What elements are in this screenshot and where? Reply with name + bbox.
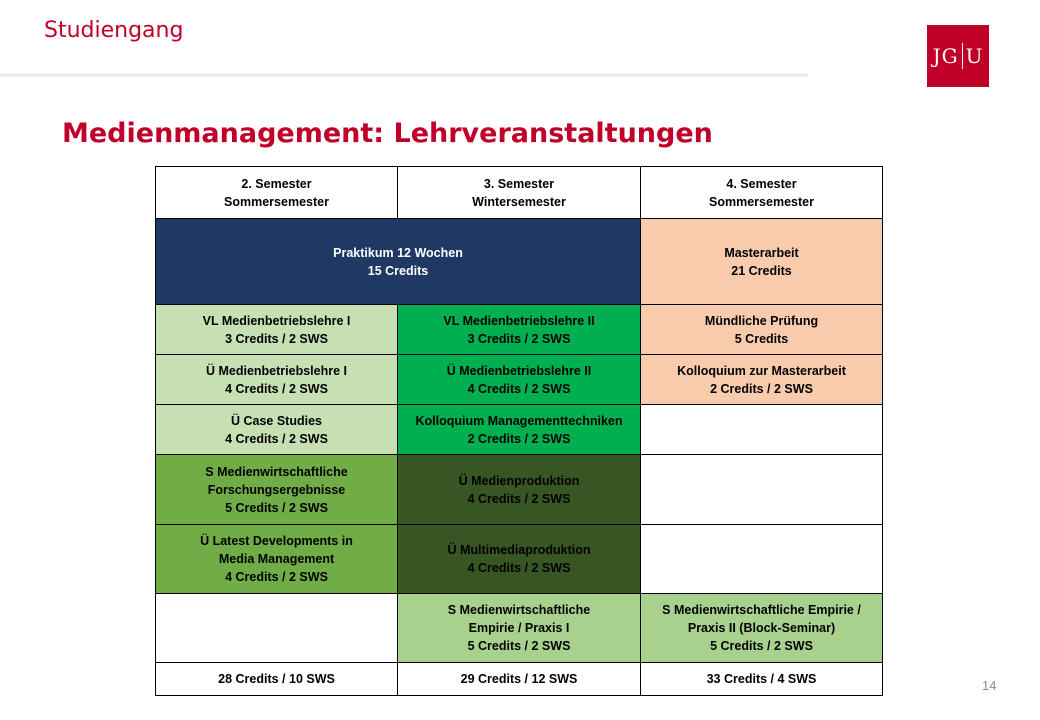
course-text: 5 Credits / 2 SWS: [710, 639, 813, 653]
course-text: S Medienwirtschaftliche Empirie /: [662, 603, 861, 617]
course-text: 4 Credits / 2 SWS: [467, 381, 571, 396]
semester-header-2: [156, 167, 398, 219]
logo-letter-u: U: [965, 44, 984, 68]
header-divider: [0, 74, 808, 77]
course-text: VL Medienbetriebslehre II: [443, 313, 595, 328]
course-text: S Medienwirtschaftliche: [447, 603, 591, 617]
course-text: Masterarbeit: [724, 245, 799, 260]
course-text: Forschungsergebnisse: [207, 482, 346, 497]
course-cell: [641, 219, 883, 305]
course-cell: [398, 594, 641, 663]
course-text: 4 Credits / 2 SWS: [225, 570, 328, 584]
course-text: 5 Credits / 2 SWS: [467, 639, 571, 653]
course-cell: [398, 455, 641, 525]
logo-separator: [962, 43, 963, 69]
course-text: 4 Credits / 2 SWS: [225, 431, 328, 446]
table-row: [156, 219, 883, 305]
course-text: S Medienwirtschaftliche: [205, 464, 348, 479]
semester-total-text: 33 Credits / 4 SWS: [706, 672, 817, 686]
course-cell: [156, 355, 398, 405]
semester-header-text: Wintersemester: [472, 194, 566, 209]
table-row: [156, 355, 883, 405]
semester-header-text: 4. Semester: [726, 176, 797, 191]
course-text: Kolloquium zur Masterarbeit: [677, 363, 846, 378]
empty-cell: [641, 525, 883, 594]
course-text: 5 Credits / 2 SWS: [225, 500, 328, 515]
course-text: Ü Medienbetriebslehre II: [446, 363, 592, 378]
semester-total-text: 28 Credits / 10 SWS: [218, 672, 335, 686]
empty-cell: [156, 594, 398, 663]
course-text: 2 Credits / 2 SWS: [467, 431, 571, 446]
table-row: [156, 525, 883, 594]
totals-row: [156, 663, 883, 696]
course-text: Ü Multimediaproduktion: [447, 543, 591, 557]
course-cell: [398, 525, 641, 594]
course-cell: [156, 525, 398, 594]
course-cell: [156, 405, 398, 455]
table-row: [156, 594, 883, 663]
semester-header-text: Sommersemester: [224, 194, 329, 209]
table-row: [156, 305, 883, 355]
table-row: [156, 455, 883, 525]
semester-header-row: [156, 167, 883, 219]
course-cell: [156, 455, 398, 525]
semester-header-4: [641, 167, 883, 219]
course-text: Ü Medienproduktion: [458, 473, 580, 488]
semester-total-cell: [156, 663, 398, 696]
course-cell: [641, 305, 883, 355]
course-text: Ü Medienbetriebslehre I: [205, 363, 347, 378]
jgu-logo: [927, 25, 989, 87]
course-text: 15 Credits: [367, 263, 429, 278]
course-text: Media Management: [218, 552, 335, 566]
page-title: Medienmanagement: Lehrveranstaltungen: [62, 118, 713, 149]
course-text: 2 Credits / 2 SWS: [710, 381, 813, 396]
course-text: 3 Credits / 2 SWS: [225, 331, 328, 346]
semester-total-cell: [398, 663, 641, 696]
semester-header-text: Sommersemester: [709, 194, 814, 209]
logo-letters-jg: JG: [932, 44, 959, 68]
course-text: 21 Credits: [731, 263, 792, 278]
course-cell: [156, 219, 641, 305]
semester-total-cell: [641, 663, 883, 696]
course-cell: [398, 305, 641, 355]
semester-header-text: 3. Semester: [483, 176, 555, 191]
empty-cell: [641, 455, 883, 525]
course-text: Mündliche Prüfung: [704, 313, 819, 328]
section-label: Studiengang: [44, 18, 184, 43]
course-text: Ü Case Studies: [230, 413, 322, 428]
semester-header-text: 2. Semester: [241, 176, 312, 191]
course-text: 4 Credits / 2 SWS: [467, 491, 571, 506]
course-text: 4 Credits / 2 SWS: [225, 381, 328, 396]
course-text: 5 Credits: [734, 331, 789, 346]
course-text: 4 Credits / 2 SWS: [467, 561, 571, 575]
course-cell: [398, 405, 641, 455]
course-text: Ü Latest Developments in: [200, 534, 353, 548]
semester-total-text: 29 Credits / 12 SWS: [460, 672, 578, 686]
table-row: [156, 405, 883, 455]
course-text: Praxis II (Block-Seminar): [687, 621, 836, 635]
semester-header-3: [398, 167, 641, 219]
course-cell: [641, 355, 883, 405]
course-cell: [398, 355, 641, 405]
course-text: Praktikum 12 Wochen: [333, 245, 463, 260]
page-number: 14: [982, 678, 997, 693]
course-text: 3 Credits / 2 SWS: [467, 331, 571, 346]
course-cell: [641, 594, 883, 663]
curriculum-table: [155, 166, 883, 696]
empty-cell: [641, 405, 883, 455]
course-text: Kolloquium Managementtechniken: [415, 413, 623, 428]
course-cell: [156, 305, 398, 355]
course-text: Empirie / Praxis I: [468, 621, 570, 635]
course-text: VL Medienbetriebslehre I: [202, 313, 351, 328]
